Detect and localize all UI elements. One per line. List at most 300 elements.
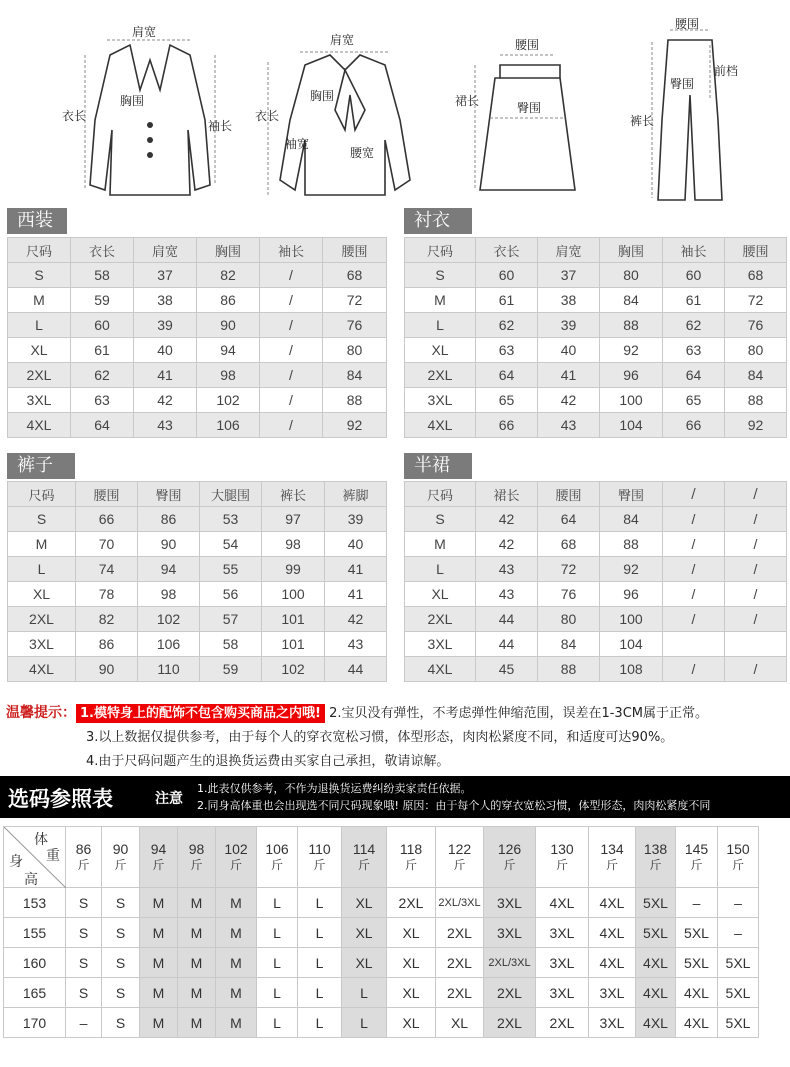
table-row: [8, 657, 387, 682]
weight-value: 118: [399, 841, 423, 857]
size-label-cell: M: [8, 532, 76, 557]
size-recommendation-cell: S: [102, 978, 140, 1008]
measurement-cell: 88: [600, 313, 663, 338]
skirt-header-cell: /: [663, 482, 725, 507]
table-row: [4, 918, 759, 948]
measurement-cell: 80: [600, 263, 663, 288]
table-row: [405, 507, 787, 532]
size-recommendation-cell: M: [216, 888, 257, 918]
measurement-cell: 99: [262, 557, 325, 582]
size-recommendation-cell: XL: [342, 918, 387, 948]
size-recommendation-cell: 2XL: [484, 978, 536, 1008]
measurement-cell: 42: [325, 607, 387, 632]
size-recommendation-cell: 2XL: [436, 948, 484, 978]
size-recommendation-cell: 3XL: [589, 1008, 636, 1038]
measurement-cell: 86: [76, 632, 138, 657]
measurement-cell: 100: [262, 582, 325, 607]
measurement-cell: 60: [663, 263, 725, 288]
height-cell: 165: [4, 978, 66, 1008]
measurement-cell: 56: [200, 582, 262, 607]
weight-header-cell: [718, 827, 759, 888]
size-selector-header: [0, 776, 790, 818]
measurement-cell: 55: [200, 557, 262, 582]
table-row: [4, 888, 759, 918]
weight-value: 134: [600, 841, 624, 857]
height-cell: 170: [4, 1008, 66, 1038]
measurement-cell: 41: [134, 363, 197, 388]
size-recommendation-cell: XL: [342, 888, 387, 918]
measurement-cell: [725, 632, 787, 657]
size-recommendation-cell: S: [102, 1008, 140, 1038]
tips-line1: 2.宝贝没有弹性，不考虑弹性伸缩范围，误差在1-3CM属于正常。: [329, 706, 708, 721]
measurement-cell: 38: [134, 288, 197, 313]
measurement-cell: 64: [476, 363, 538, 388]
measurement-cell: 60: [476, 263, 538, 288]
height-cell: 153: [4, 888, 66, 918]
measurement-cell: 100: [600, 388, 663, 413]
table-row: [4, 948, 759, 978]
size-recommendation-cell: 2XL: [436, 918, 484, 948]
table-row: [405, 388, 787, 413]
measurement-cell: 102: [262, 657, 325, 682]
measurement-cell: 41: [325, 557, 387, 582]
measurement-cell: 62: [71, 363, 134, 388]
measurement-cell: 42: [134, 388, 197, 413]
size-recommendation-cell: XL: [387, 1008, 436, 1038]
size-recommendation-cell: M: [216, 978, 257, 1008]
pants-rise-label: 前档: [714, 64, 739, 78]
measurement-cell: 41: [538, 363, 600, 388]
size-recommendation-cell: 5XL: [718, 1008, 759, 1038]
weight-unit: 斤: [555, 858, 568, 872]
measurement-cell: 96: [600, 582, 663, 607]
size-recommendation-cell: 2XL/3XL: [436, 888, 484, 918]
pants-header-cell: 大腿围: [200, 482, 262, 507]
measurement-cell: 76: [323, 313, 387, 338]
weight-value: 106: [265, 841, 289, 857]
size-recommendation-cell: M: [216, 1008, 257, 1038]
weight-unit: 斤: [313, 858, 326, 872]
size-selector-notes: [197, 780, 710, 814]
shirt-header-cell: 胸围: [600, 238, 663, 263]
size-recommendation-cell: L: [298, 918, 342, 948]
size-recommendation-cell: 2XL: [436, 978, 484, 1008]
measurement-cell: 98: [262, 532, 325, 557]
skirt-header-row: [405, 482, 787, 507]
size-recommendation-cell: M: [216, 918, 257, 948]
size-selector-note-label: 注意: [155, 791, 183, 807]
size-label-cell: XL: [8, 338, 71, 363]
table-row: [405, 557, 787, 582]
size-label-cell: XL: [405, 582, 476, 607]
suit-header-cell: 尺码: [8, 238, 71, 263]
measurement-cell: 63: [71, 388, 134, 413]
measurement-cell: /: [725, 532, 787, 557]
pants-header-cell: 尺码: [8, 482, 76, 507]
weight-header-cell: [102, 827, 140, 888]
pants-illustration: [630, 17, 738, 200]
measurement-cell: /: [260, 388, 323, 413]
size-recommendation-cell: M: [140, 918, 178, 948]
size-recommendation-cell: M: [216, 948, 257, 978]
skirt-size-table: [404, 481, 787, 682]
measurement-cell: 66: [663, 413, 725, 438]
weight-header-cell: [66, 827, 102, 888]
measurement-cell: 90: [138, 532, 200, 557]
measurement-cell: 59: [200, 657, 262, 682]
measurement-cell: 92: [323, 413, 387, 438]
size-recommendation-cell: 4XL: [589, 918, 636, 948]
measurement-cell: 44: [476, 607, 538, 632]
measurement-cell: 43: [325, 632, 387, 657]
measurement-cell: 76: [725, 313, 787, 338]
shirt-header-cell: 尺码: [405, 238, 476, 263]
suit-section-title: 西装: [7, 208, 67, 234]
size-recommendation-cell: M: [140, 948, 178, 978]
measurement-cell: /: [260, 338, 323, 363]
size-recommendation-cell: L: [257, 918, 298, 948]
size-recommendation-cell: L: [342, 1008, 387, 1038]
size-recommendation-cell: 4XL: [636, 978, 676, 1008]
measurement-cell: 40: [325, 532, 387, 557]
measurement-cell: 86: [138, 507, 200, 532]
measurement-cell: 98: [138, 582, 200, 607]
table-row: [405, 582, 787, 607]
size-recommendation-cell: S: [66, 888, 102, 918]
weight-value: 126: [497, 841, 522, 857]
measurement-cell: /: [260, 363, 323, 388]
weight-header-cell: [387, 827, 436, 888]
size-recommendation-cell: 5XL: [676, 948, 718, 978]
measurement-cell: 65: [663, 388, 725, 413]
measurement-cell: 108: [600, 657, 663, 682]
size-recommendation-cell: M: [178, 1008, 216, 1038]
size-label-cell: 3XL: [8, 388, 71, 413]
measurement-cell: 106: [197, 413, 260, 438]
measurement-cell: 80: [725, 338, 787, 363]
size-recommendation-cell: 2XL: [387, 888, 436, 918]
size-label-cell: 4XL: [8, 657, 76, 682]
size-recommendation-cell: 4XL: [589, 888, 636, 918]
pants-waist-label: 腰围: [675, 17, 700, 31]
size-label-cell: 3XL: [405, 632, 476, 657]
size-recommendation-cell: 3XL: [536, 948, 589, 978]
table-row: [405, 263, 787, 288]
size-recommendation-cell: L: [298, 1008, 342, 1038]
weight-unit: 斤: [114, 858, 127, 872]
size-recommendation-cell: M: [140, 978, 178, 1008]
size-recommendation-cell: 3XL: [589, 978, 636, 1008]
measurement-cell: 40: [538, 338, 600, 363]
measurement-cell: 66: [76, 507, 138, 532]
table-row: [405, 632, 787, 657]
suit-sleeve-label: 袖长: [208, 119, 233, 133]
measurement-cell: /: [663, 532, 725, 557]
measurement-cell: 42: [538, 388, 600, 413]
size-label-cell: 3XL: [405, 388, 476, 413]
measurement-cell: 66: [476, 413, 538, 438]
measurement-cell: 94: [138, 557, 200, 582]
suit-chest-label: 胸围: [120, 94, 145, 108]
size-recommendation-cell: XL: [387, 978, 436, 1008]
skirt-section-title: 半裙: [404, 453, 472, 479]
table-row: [405, 607, 787, 632]
suit-header-cell: 胸围: [197, 238, 260, 263]
suit-header-cell: 袖长: [260, 238, 323, 263]
measurement-cell: 84: [600, 288, 663, 313]
size-label-cell: M: [405, 288, 476, 313]
measurement-cell: /: [725, 507, 787, 532]
table-row: [8, 413, 387, 438]
size-recommendation-cell: XL: [387, 918, 436, 948]
size-label-cell: 2XL: [8, 607, 76, 632]
measurement-cell: 94: [197, 338, 260, 363]
size-recommendation-cell: 3XL: [536, 978, 589, 1008]
table-row: [8, 632, 387, 657]
shirt-header-cell: 衣长: [476, 238, 538, 263]
size-recommendation-cell: 5XL: [718, 978, 759, 1008]
measurement-cell: 64: [538, 507, 600, 532]
size-recommendation-cell: –: [676, 888, 718, 918]
measurement-cell: 42: [476, 532, 538, 557]
shirt-shoulder-label: 肩宽: [330, 33, 355, 47]
size-recommendation-cell: 5XL: [636, 918, 676, 948]
size-recommendation-cell: L: [298, 948, 342, 978]
size-recommendation-cell: –: [718, 918, 759, 948]
size-label-cell: S: [8, 507, 76, 532]
weight-header-cell: [676, 827, 718, 888]
size-recommendation-cell: M: [140, 888, 178, 918]
measurement-cell: 80: [538, 607, 600, 632]
measurement-cell: 84: [600, 507, 663, 532]
table-row: [405, 338, 787, 363]
measurement-cell: /: [663, 607, 725, 632]
shirt-cuff-label: 袖宽: [285, 137, 310, 151]
size-recommendation-cell: 4XL: [589, 948, 636, 978]
table-row: [8, 363, 387, 388]
measurement-cell: 100: [600, 607, 663, 632]
weight-header-cell: [484, 827, 536, 888]
size-recommendation-cell: 5XL: [718, 948, 759, 978]
skirt-header-cell: 裙长: [476, 482, 538, 507]
measurement-cell: 101: [262, 607, 325, 632]
measurement-cell: 44: [325, 657, 387, 682]
table-row: [405, 413, 787, 438]
weight-header-row: [4, 827, 759, 888]
measurement-cell: 58: [200, 632, 262, 657]
table-row: [8, 338, 387, 363]
size-recommendation-cell: 2XL: [484, 1008, 536, 1038]
measurement-cell: [663, 632, 725, 657]
skirt-header-cell: 臀围: [600, 482, 663, 507]
pants-section-title: 裤子: [7, 453, 75, 479]
skirt-header-cell: /: [725, 482, 787, 507]
size-label-cell: XL: [405, 338, 476, 363]
weight-header-cell: [216, 827, 257, 888]
size-recommendation-cell: 2XL: [536, 1008, 589, 1038]
measurement-cell: 43: [134, 413, 197, 438]
weight-header-cell: [298, 827, 342, 888]
measurement-cell: 37: [538, 263, 600, 288]
measurement-cell: 37: [134, 263, 197, 288]
weight-unit: 斤: [453, 858, 466, 872]
tips-line3: 4.由于尺码问题产生的退换货运费由买家自己承担，敬请谅解。: [86, 754, 450, 769]
size-recommendation-cell: L: [257, 1008, 298, 1038]
size-recommendation-cell: XL: [387, 948, 436, 978]
weight-value: 150: [726, 841, 750, 857]
size-recommendation-cell: S: [66, 918, 102, 948]
measurement-cell: 39: [134, 313, 197, 338]
measurement-cell: 39: [538, 313, 600, 338]
measurement-cell: 68: [323, 263, 387, 288]
suit-illustration: [62, 24, 232, 195]
shirt-length-label: 衣长: [255, 109, 280, 123]
weight-header-cell: [257, 827, 298, 888]
measurement-cell: 39: [325, 507, 387, 532]
table-row: [8, 607, 387, 632]
weight-value: 122: [447, 841, 472, 857]
size-recommendation-cell: –: [66, 1008, 102, 1038]
weight-unit: 斤: [229, 858, 242, 872]
weight-value: 114: [352, 841, 376, 857]
measurement-cell: 43: [476, 582, 538, 607]
weight-unit: 斤: [404, 858, 417, 872]
measurement-cell: 88: [538, 657, 600, 682]
measurement-cell: /: [725, 582, 787, 607]
table-row: [4, 978, 759, 1008]
skirt-length-label: 裙长: [455, 94, 480, 108]
shirt-chest-label: 胸围: [310, 89, 335, 103]
measurement-cell: /: [260, 313, 323, 338]
shirt-section-title: 衬衣: [404, 208, 472, 234]
measurement-cell: 80: [323, 338, 387, 363]
measurement-cell: 40: [134, 338, 197, 363]
size-recommendation-cell: M: [140, 1008, 178, 1038]
suit-header-row: [8, 238, 387, 263]
measurement-cell: 92: [600, 557, 663, 582]
table-row: [8, 557, 387, 582]
size-label-cell: L: [405, 557, 476, 582]
shirt-header-cell: 腰围: [725, 238, 787, 263]
suit-size-table: [7, 237, 387, 438]
measurement-cell: 64: [71, 413, 134, 438]
size-recommendation-cell: 3XL: [484, 888, 536, 918]
size-selector-title: 选码参照表: [8, 787, 113, 811]
measurement-cell: 86: [197, 288, 260, 313]
table-row: [8, 532, 387, 557]
size-label-cell: 2XL: [405, 607, 476, 632]
size-recommendation-cell: M: [178, 888, 216, 918]
measurement-cell: 41: [325, 582, 387, 607]
size-recommendation-cell: S: [66, 978, 102, 1008]
weight-value: 145: [684, 841, 709, 857]
weight-unit: 斤: [649, 858, 662, 872]
size-recommendation-cell: M: [178, 978, 216, 1008]
weight-value: 98: [188, 841, 205, 857]
measurement-cell: /: [260, 263, 323, 288]
pants-hip-label: 臀围: [670, 77, 695, 91]
measurement-cell: 74: [76, 557, 138, 582]
measurement-cell: 61: [71, 338, 134, 363]
corner-char: 体: [34, 832, 48, 848]
weight-header-cell: [178, 827, 216, 888]
pants-header-row: [8, 482, 387, 507]
weight-unit: 斤: [605, 858, 618, 872]
size-recommendation-cell: S: [102, 888, 140, 918]
measurement-cell: 88: [600, 532, 663, 557]
table-row: [8, 582, 387, 607]
suit-length-label: 衣长: [62, 109, 87, 123]
weight-unit: 斤: [357, 858, 370, 872]
weight-unit: 斤: [731, 858, 744, 872]
size-recommendation-cell: L: [257, 948, 298, 978]
measurement-cell: 84: [323, 363, 387, 388]
measurement-cell: 92: [725, 413, 787, 438]
size-recommendation-cell: 5XL: [676, 918, 718, 948]
table-row: [8, 388, 387, 413]
measurement-cell: 53: [200, 507, 262, 532]
size-recommendation-cell: XL: [342, 948, 387, 978]
measurement-cell: 57: [200, 607, 262, 632]
weight-header-cell: [342, 827, 387, 888]
pants-length-label: 裤长: [630, 114, 655, 128]
size-recommendation-cell: M: [178, 918, 216, 948]
size-label-cell: S: [405, 263, 476, 288]
weight-value: 110: [308, 841, 331, 857]
size-label-cell: L: [8, 557, 76, 582]
suit-shoulder-label: 肩宽: [132, 25, 157, 39]
weight-header-cell: [140, 827, 178, 888]
size-recommendation-cell: 4XL: [676, 1008, 718, 1038]
weight-value: 138: [643, 841, 668, 857]
measurement-cell: /: [725, 557, 787, 582]
measurement-cell: 58: [71, 263, 134, 288]
size-label-cell: 4XL: [405, 413, 476, 438]
garment-illustrations: [0, 0, 790, 205]
size-selector-note-1: 1.此表仅供参考，不作为退换货运费纠纷卖家责任依据。: [197, 782, 472, 795]
table-row: [405, 657, 787, 682]
weight-value: 102: [224, 841, 248, 857]
measurement-cell: 65: [476, 388, 538, 413]
size-recommendation-cell: L: [342, 978, 387, 1008]
measurement-cell: /: [663, 657, 725, 682]
size-label-cell: S: [405, 507, 476, 532]
measurement-cell: 88: [725, 388, 787, 413]
measurement-cell: 72: [538, 557, 600, 582]
measurement-cell: 84: [538, 632, 600, 657]
weight-value: 90: [112, 841, 129, 857]
measurement-cell: 54: [200, 532, 262, 557]
measurement-cell: 78: [76, 582, 138, 607]
weight-header-cell: [436, 827, 484, 888]
measurement-cell: 82: [76, 607, 138, 632]
measurement-cell: 76: [538, 582, 600, 607]
size-recommendation-cell: 4XL: [536, 888, 589, 918]
measurement-cell: 61: [476, 288, 538, 313]
size-recommendation-cell: 4XL: [636, 1008, 676, 1038]
measurement-cell: 70: [76, 532, 138, 557]
size-recommendation-cell: 4XL: [676, 978, 718, 1008]
pants-header-cell: 裤脚: [325, 482, 387, 507]
height-weight-corner: [4, 827, 66, 888]
corner-char: 高: [24, 872, 38, 888]
size-recommendation-cell: XL: [436, 1008, 484, 1038]
measurement-cell: 63: [663, 338, 725, 363]
measurement-cell: 90: [76, 657, 138, 682]
measurement-cell: /: [725, 657, 787, 682]
pants-header-cell: 臀围: [138, 482, 200, 507]
size-label-cell: L: [8, 313, 71, 338]
